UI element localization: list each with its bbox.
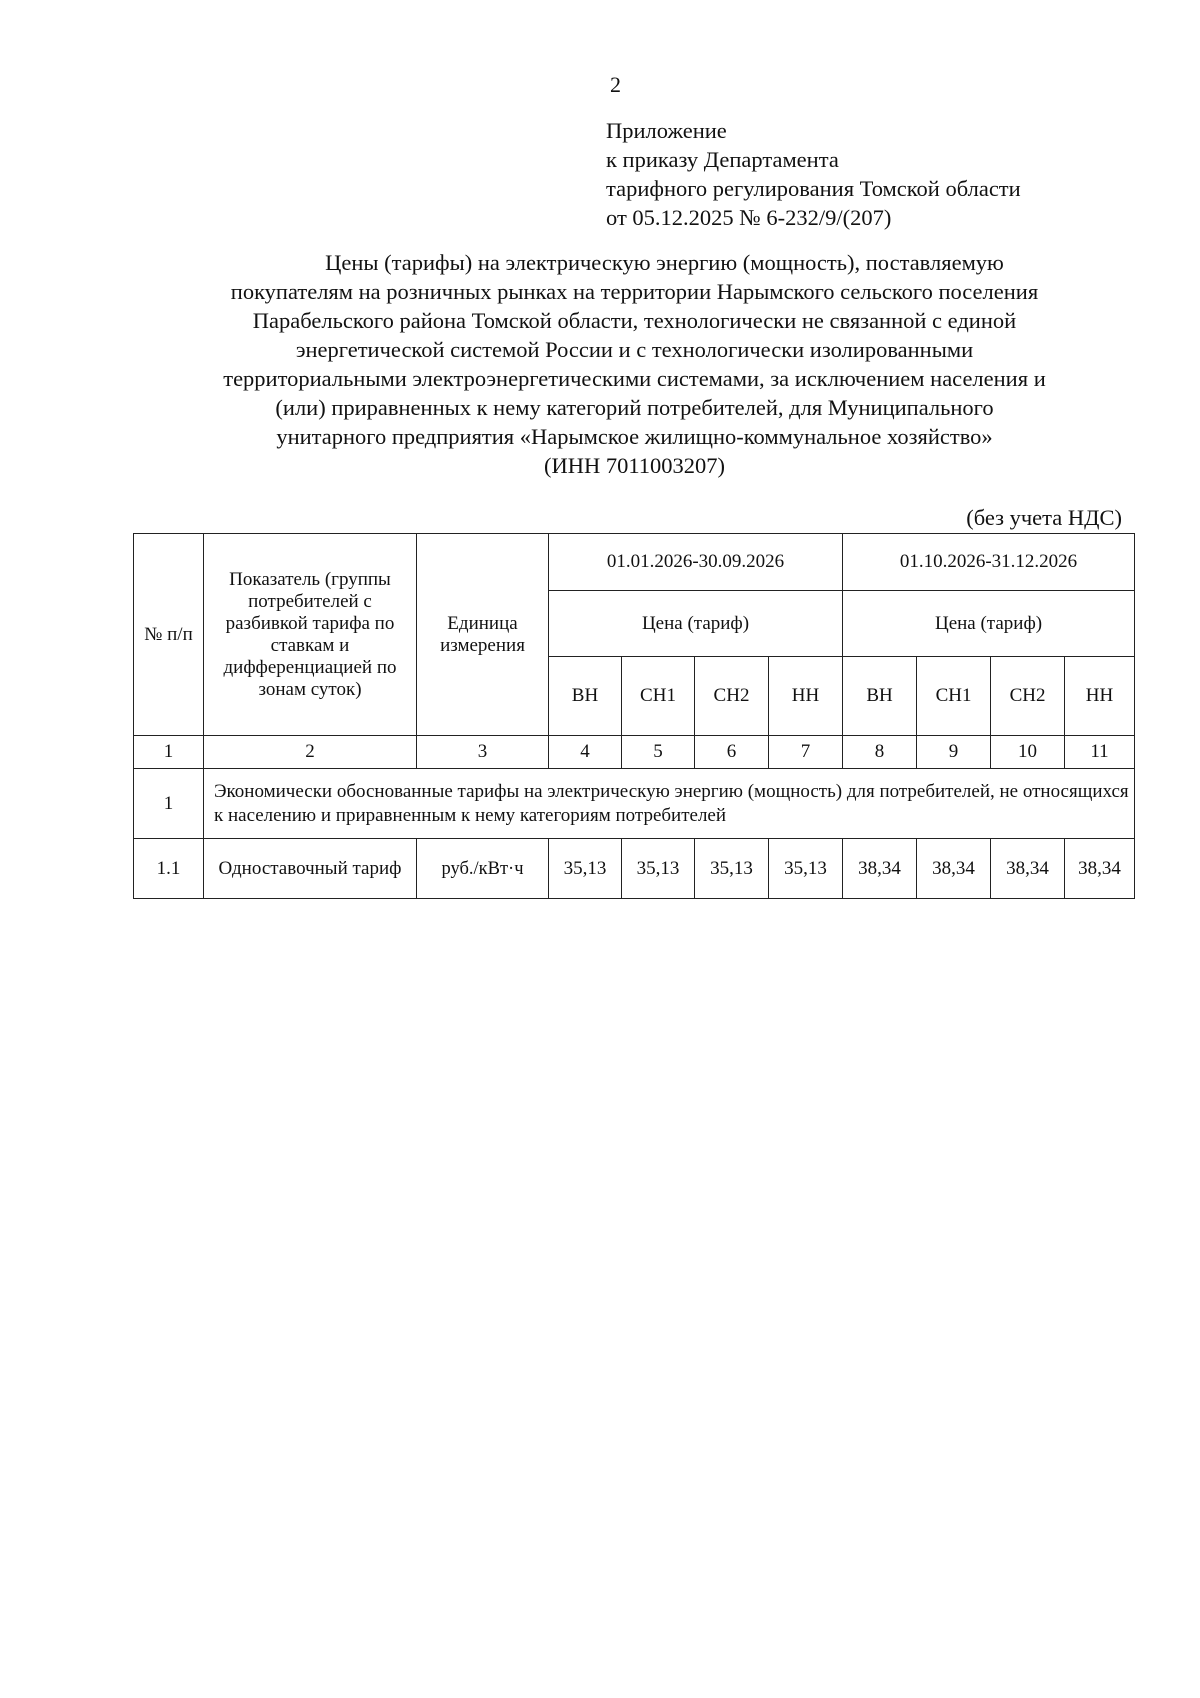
column-number: 1 (134, 736, 204, 769)
page-number: 2 (610, 72, 621, 97)
tariff-table (133, 533, 1135, 899)
document-title (132, 248, 1137, 480)
column-number: 6 (695, 736, 769, 769)
table-row (134, 839, 1135, 899)
header-price: Цена (тариф) (549, 591, 843, 657)
header-num: № п/п (134, 534, 204, 736)
appendix-line: от 05.12.2025 № 6-232/9/(207) (606, 205, 892, 230)
row-num: 1.1 (134, 839, 204, 899)
header-voltage-level: СН1 (622, 657, 695, 736)
header-voltage-level: ВН (549, 657, 622, 736)
column-number: 11 (1065, 736, 1135, 769)
header-indicator: Показатель (группы потребителей с разбивкой тарифа по ставкам и дифференциацией по зонам суток) (204, 534, 417, 736)
title-line: территориальными электроэнергетическими системами, за исключением населения и (223, 366, 1046, 391)
tariff-value: 38,34 (991, 839, 1065, 899)
vat-note: (без учета НДС) (966, 505, 1122, 530)
appendix-line: тарифного регулирования Томской области (606, 176, 1021, 201)
tariff-value: 35,13 (549, 839, 622, 899)
title-line: (ИНН 7011003207) (543, 453, 726, 478)
row-indicator: Одноставочный тариф (204, 839, 417, 899)
title-line: покупателям на розничных рынках на территории Нарымского сельского поселения (230, 279, 1039, 304)
header-period: 01.10.2026-31.12.2026 (843, 534, 1135, 591)
tariff-value: 35,13 (695, 839, 769, 899)
header-voltage-level: НН (1065, 657, 1135, 736)
column-number: 10 (991, 736, 1065, 769)
column-number-row (134, 736, 1135, 769)
title-line: энергетической системой России и с технологически изолированными (295, 337, 974, 362)
column-number: 2 (204, 736, 417, 769)
section-num: 1 (134, 769, 204, 839)
appendix-reference (606, 116, 1021, 232)
column-number: 8 (843, 736, 917, 769)
header-voltage-level: НН (769, 657, 843, 736)
appendix-line: к приказу Департамента (606, 147, 839, 172)
column-number: 7 (769, 736, 843, 769)
tariff-value: 38,34 (1065, 839, 1135, 899)
row-unit: руб./кВт·ч (417, 839, 549, 899)
header-voltage-level: СН1 (917, 657, 991, 736)
tariff-value: 35,13 (769, 839, 843, 899)
title-line: Парабельского района Томской области, технологически не связанной с единой (252, 308, 1017, 333)
section-text: Экономически обоснованные тарифы на электрическую энергию (мощность) для потребителей, не относящихся к населению и приравненным к нему категориям потребителей (204, 769, 1135, 839)
tariff-value: 35,13 (622, 839, 695, 899)
column-number: 3 (417, 736, 549, 769)
title-line: Цены (тарифы) на электрическую энергию (мощность), поставляемую (325, 250, 1004, 275)
section-row (134, 769, 1135, 839)
column-number: 4 (549, 736, 622, 769)
title-line: (или) приравненных к нему категорий потребителей, для Муниципального (275, 395, 994, 420)
column-number: 5 (622, 736, 695, 769)
title-line: унитарного предприятия «Нарымское жилищно-коммунальное хозяйство» (276, 424, 993, 449)
column-number: 9 (917, 736, 991, 769)
header-period: 01.01.2026-30.09.2026 (549, 534, 843, 591)
appendix-line: Приложение (606, 118, 727, 143)
tariff-value: 38,34 (843, 839, 917, 899)
header-unit: Единица измерения (417, 534, 549, 736)
header-row-periods (134, 534, 1135, 591)
header-voltage-level: СН2 (695, 657, 769, 736)
header-voltage-level: ВН (843, 657, 917, 736)
tariff-value: 38,34 (917, 839, 991, 899)
header-voltage-level: СН2 (991, 657, 1065, 736)
header-price: Цена (тариф) (843, 591, 1135, 657)
